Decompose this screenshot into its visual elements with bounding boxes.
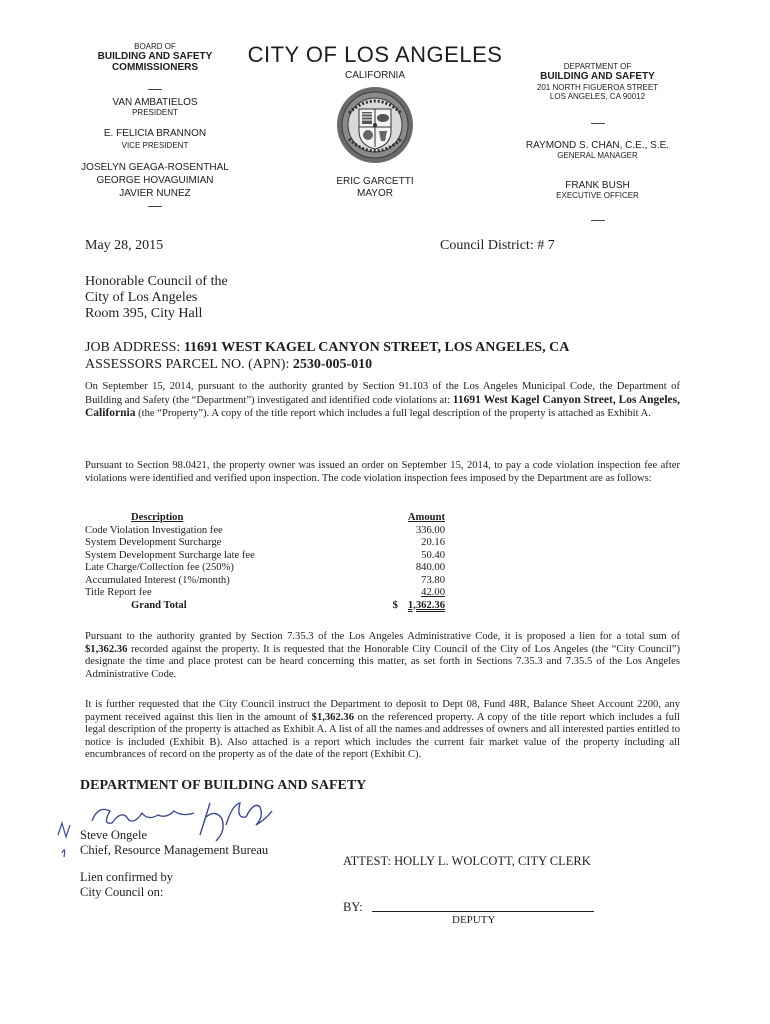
fee-description: Title Report fee <box>85 587 152 598</box>
apn-label: ASSESSORS PARCEL NO. (APN): <box>85 357 293 372</box>
dept-line2: BUILDING AND SAFETY <box>540 71 655 82</box>
para1-text: (the “Property”). A copy of the title report which includes a full legal description of the property is attached as Exhibit A. <box>135 408 651 419</box>
board-of-commissioners <box>70 42 240 207</box>
president-title: PRESIDENT <box>132 108 178 117</box>
vice-president-title: VICE PRESIDENT <box>121 141 189 150</box>
apn-value: 2530-005-010 <box>292 357 373 372</box>
paragraph-investigation <box>85 381 680 421</box>
lien-confirmation-line2: City Council on: <box>80 885 164 899</box>
fee-table <box>85 512 445 612</box>
grand-total-label: Grand Total <box>131 599 187 611</box>
fee-row <box>85 550 445 563</box>
paragraph-order: Pursuant to Section 98.0421, the property owner was issued an order on September 15, 2014, to pay a code violation inspection fee after violations were identified and verified upon inspection. The code violation inspection fees imposed by the Department are as follows: <box>85 460 680 484</box>
job-address-block <box>85 339 569 373</box>
job-address-label: JOB ADDRESS: <box>85 340 184 355</box>
fee-description: Code Violation Investigation fee <box>85 524 223 536</box>
vice-president-name: E. FELICIA BRANNON <box>103 128 207 139</box>
fee-description: Late Charge/Collection fee (250%) <box>85 562 234 573</box>
fee-row <box>85 537 445 550</box>
fee-amount: 840.00 <box>415 562 445 573</box>
job-address-value: 11691 WEST KAGEL CANYON STREET, LOS ANGELES, CA <box>183 340 570 355</box>
para4-text: It is further requested that the City Council instruct the Department to deposit to Dept 08, Fund 48R, Balance Sheet Account 2200, any payment received against this lien in the amount of <box>85 699 680 723</box>
description-header: Description <box>131 512 184 523</box>
mayor-title: MAYOR <box>357 188 393 199</box>
para1-text: On September 15, 2014, pursuant to the authority granted by Section 91.103 of the Los Angeles Municipal Code, the Department of Building and Safety (the “Department”) investigated and identified code violations at: <box>85 381 680 406</box>
state-label: CALIFORNIA <box>344 70 405 81</box>
dept-line1: DEPARTMENT OF <box>563 62 632 71</box>
mayor-block <box>300 176 450 200</box>
city-title: CITY OF LOS ANGELES <box>247 42 503 67</box>
paragraph-lien-proposal <box>85 631 680 681</box>
board-line1: BOARD OF <box>134 42 176 51</box>
commissioner-1: JOSELYN GEAGA-ROSENTHAL <box>81 162 229 173</box>
signature-line <box>372 911 594 912</box>
city-header <box>240 42 510 81</box>
city-seal-icon <box>335 85 415 165</box>
executive-officer-name: FRANK BUSH <box>565 180 630 191</box>
fee-description: System Development Surcharge <box>85 537 222 548</box>
lien-confirmation <box>80 870 173 900</box>
addressee <box>85 274 228 322</box>
council-district: Council District: # 7 <box>440 238 555 253</box>
currency-symbol: $ <box>392 599 398 611</box>
fee-row <box>85 562 445 575</box>
para4-text: on the referenced property. A copy of the title report which includes a full legal description of the property is attached as Exhibit A. A list of all the names and addresses of owners and all interested parties entitled to notice is included (Exhibit B). Also attached is a report which includes the current fair market value of the property including all encumbrances of record on the property as of the date of the report (Exhibit C). <box>85 711 680 760</box>
para3-text: Pursuant to the authority granted by Section 7.35.3 of the Los Angeles Administrative Code, it is proposed a lien for a total sum of <box>85 631 680 642</box>
fee-amount: 73.80 <box>421 574 445 586</box>
lien-confirmation-line1: Lien confirmed by <box>80 870 174 884</box>
department-signature-heading: DEPARTMENT OF BUILDING AND SAFETY <box>80 778 367 793</box>
addressee-line: City of Los Angeles <box>85 290 198 305</box>
dept-address1: 201 NORTH FIGUEROA STREET <box>536 83 659 92</box>
fee-amount: 20.16 <box>421 537 445 548</box>
lien-amount: $1,362.36 <box>311 711 355 723</box>
divider <box>591 220 605 221</box>
by-label: BY: <box>343 900 363 914</box>
commissioner-2: GEORGE HOVAGUIMIAN <box>96 175 214 186</box>
fee-row <box>85 587 445 600</box>
mayor-name: ERIC GARCETTI <box>336 176 414 187</box>
president-name: VAN AMBATIELOS <box>112 97 198 108</box>
signer-block <box>80 828 268 858</box>
amount-header: Amount <box>407 512 445 523</box>
signer-title: Chief, Resource Management Bureau <box>80 843 269 857</box>
addressee-line: Room 395, City Hall <box>85 306 203 321</box>
fee-row <box>85 575 445 588</box>
lien-amount: $1,362.36 <box>85 643 128 655</box>
paragraph-deposit-request <box>85 699 680 762</box>
dept-address2: LOS ANGELES, CA 90012 <box>549 92 646 101</box>
fee-description: Accumulated Interest (1%/month) <box>85 574 230 586</box>
board-line3: COMMISSIONERS <box>111 62 199 73</box>
grand-total-row <box>85 600 445 613</box>
deputy-label: DEPUTY <box>452 914 496 926</box>
fee-amount: 42.00 <box>421 587 445 598</box>
property-address: 11691 West Kagel Canyon Street, Los Angeles, California <box>85 393 680 419</box>
fee-amount: 336.00 <box>415 524 445 536</box>
para3-text: recorded against the property. It is requested that the Honorable City Council of the City of Los Angeles (the “City Council”) designate the time and place protest can be heard concerning this matter, as set forth in Sections 7.35.3 and 7.35.5 of the Los Angeles Administrative Code. <box>85 643 680 680</box>
signer-name: Steve Ongele <box>80 828 147 842</box>
general-manager-title: GENERAL MANAGER <box>557 151 638 160</box>
commissioner-3: JAVIER NUNEZ <box>119 188 191 199</box>
general-manager-name: RAYMOND S. CHAN, C.E., S.E. <box>525 140 670 151</box>
grand-total-amount: 1,362.36 <box>407 599 445 611</box>
fee-amount: 50.40 <box>421 549 445 561</box>
fee-description: System Development Surcharge late fee <box>85 549 255 561</box>
board-line2: BUILDING AND SAFETY <box>97 51 213 62</box>
attest-line: ATTEST: HOLLY L. WOLCOTT, CITY CLERK <box>343 854 591 868</box>
executive-officer-title: EXECUTIVE OFFICER <box>556 191 639 200</box>
addressee-line: Honorable Council of the <box>85 274 228 289</box>
letter-date: May 28, 2015 <box>85 238 164 253</box>
fee-row <box>85 525 445 538</box>
divider <box>148 206 162 207</box>
department-block <box>515 62 680 221</box>
